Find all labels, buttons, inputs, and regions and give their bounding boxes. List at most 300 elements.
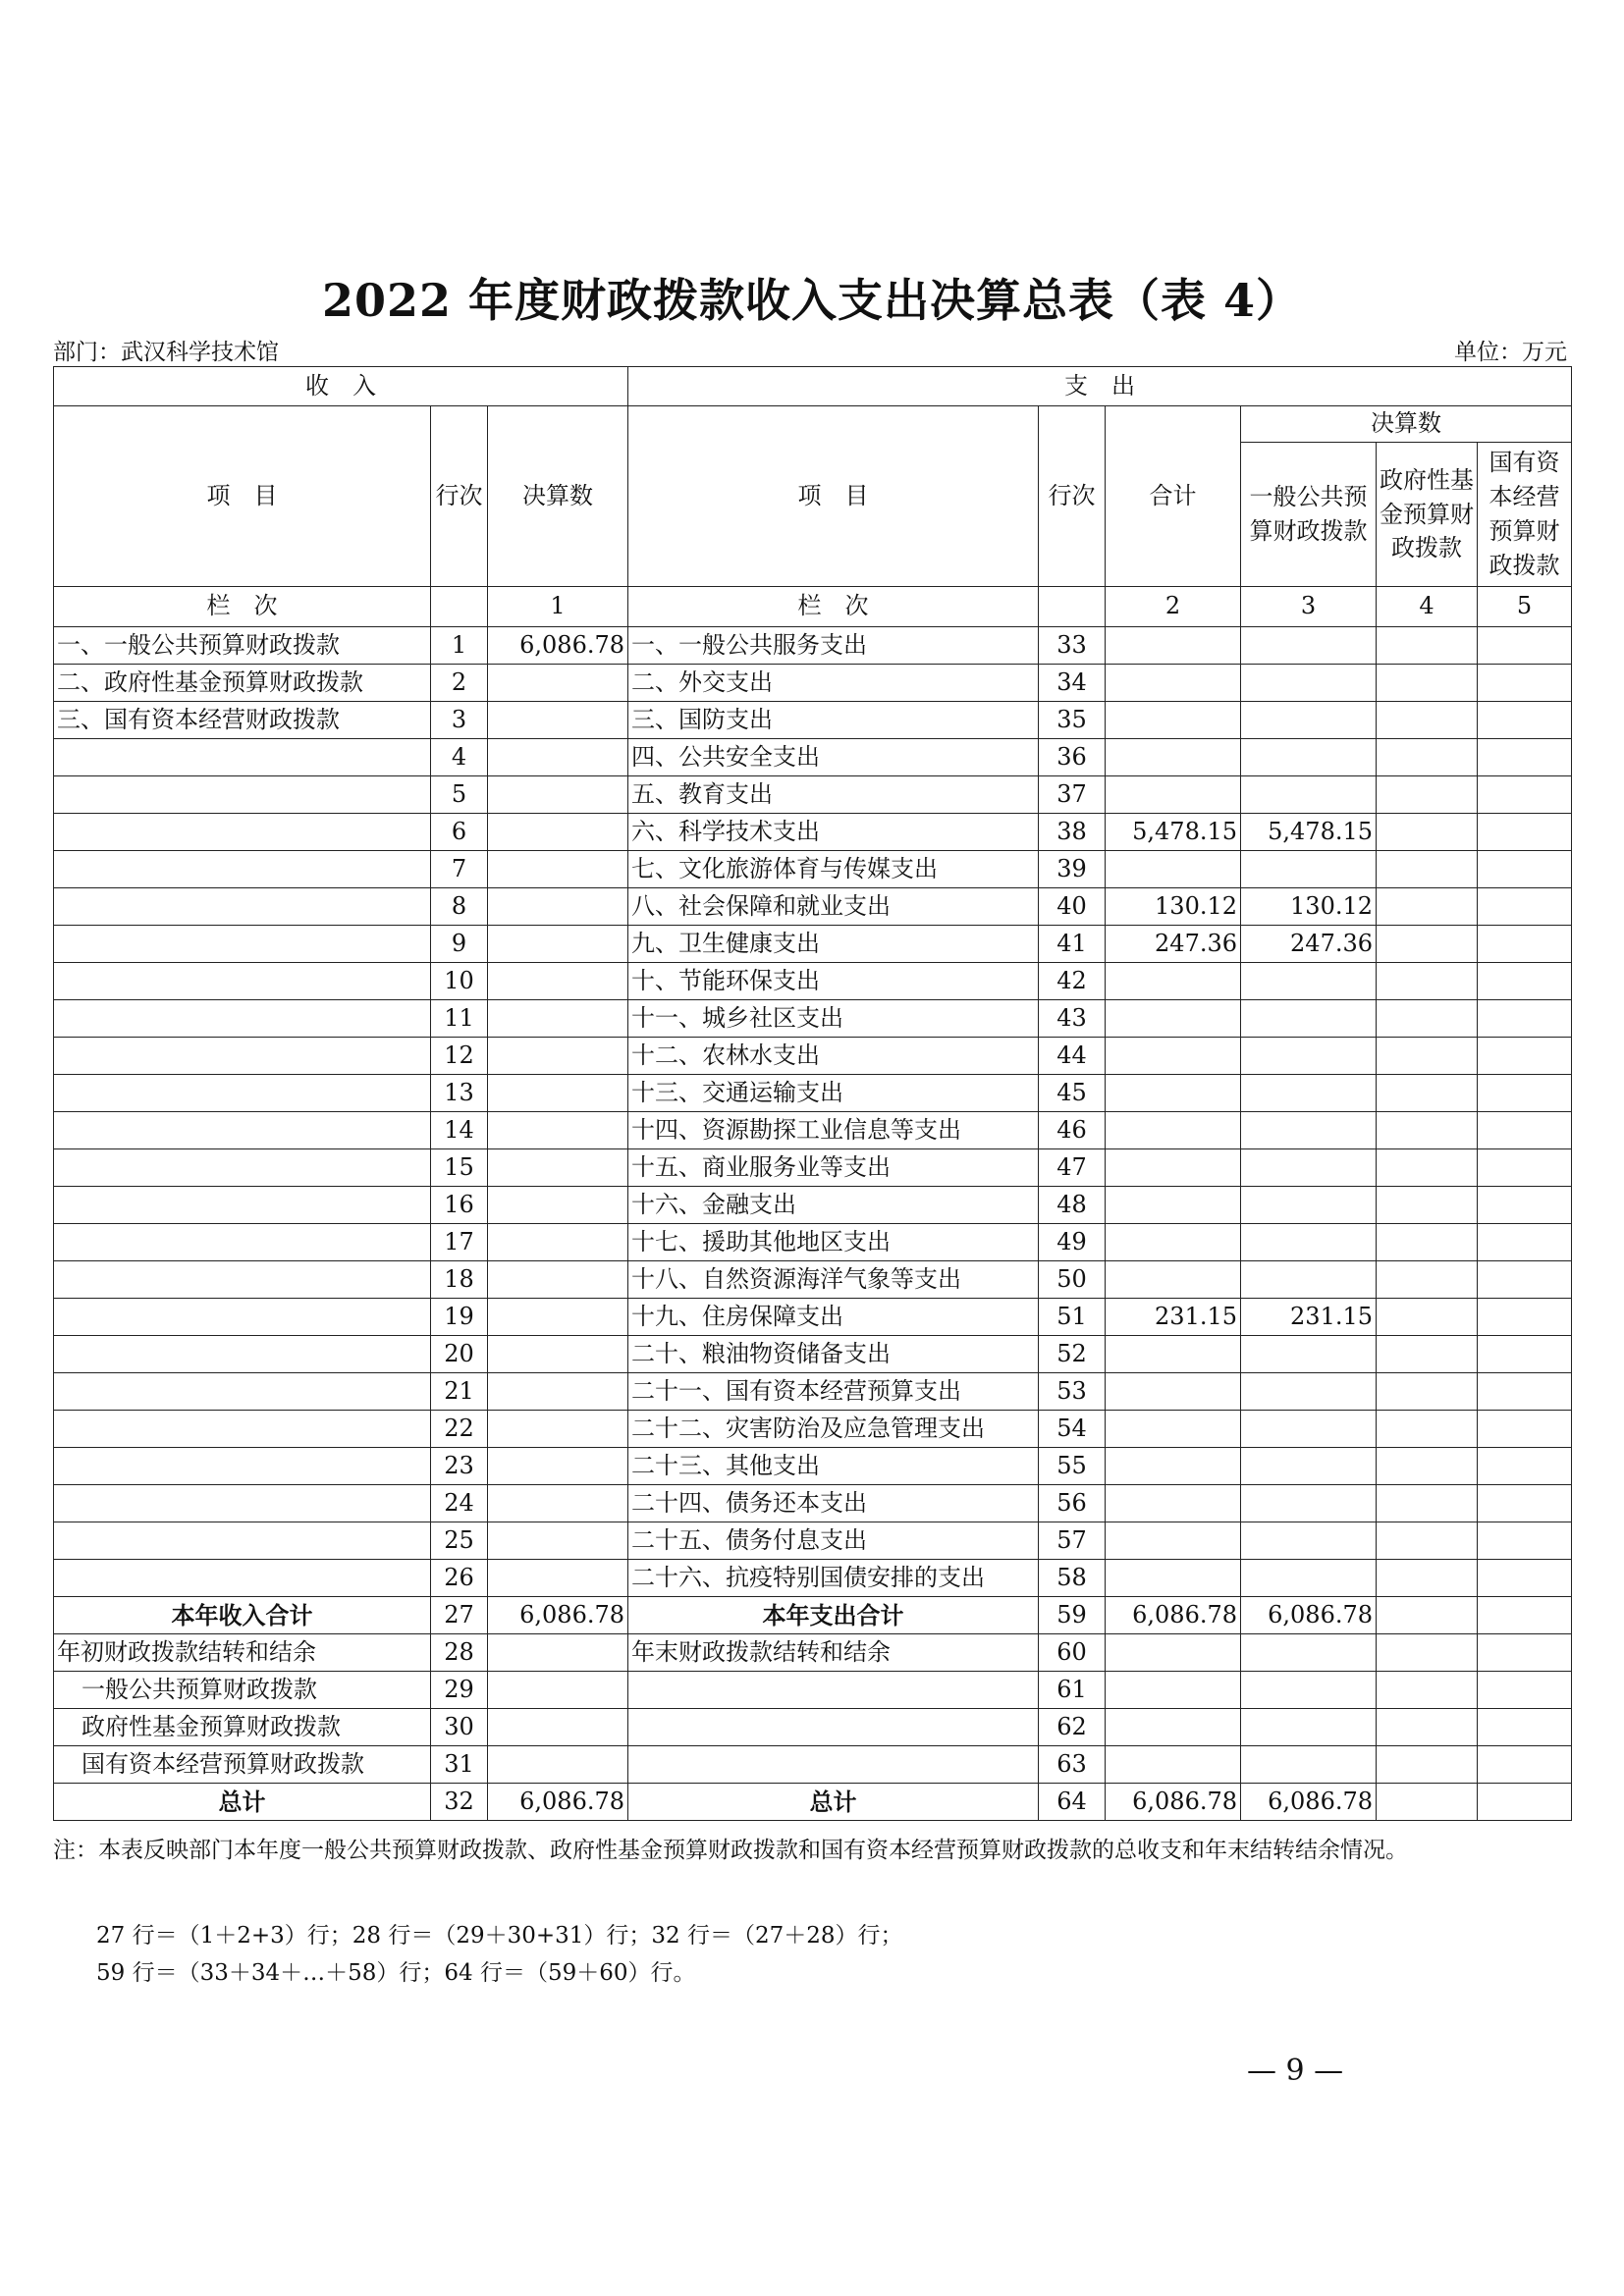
income-item xyxy=(54,814,431,851)
expense-item: 十一、城乡社区支出 xyxy=(628,1000,1039,1038)
col-2: 2 xyxy=(1106,587,1241,627)
table-row xyxy=(54,702,1572,739)
expense-item: 二十、粮油物资储备支出 xyxy=(628,1336,1039,1373)
grand-total-row xyxy=(54,1784,1572,1821)
amount xyxy=(1241,1000,1377,1038)
expense-item: 二十四、债务还本支出 xyxy=(628,1485,1039,1522)
amount xyxy=(1478,1373,1572,1411)
amount xyxy=(1478,814,1572,851)
income-item xyxy=(54,1149,431,1187)
table-row xyxy=(54,665,1572,702)
amount xyxy=(1241,1112,1377,1149)
amount xyxy=(1106,1075,1241,1112)
amount xyxy=(1377,1000,1478,1038)
amount xyxy=(1106,1038,1241,1075)
amount xyxy=(1478,1112,1572,1149)
income-item xyxy=(54,1224,431,1261)
line-no: 63 xyxy=(1039,1746,1106,1784)
empty-cell xyxy=(1377,1784,1478,1821)
income-item xyxy=(54,1075,431,1112)
amount xyxy=(1377,1038,1478,1075)
expense-item: 九、卫生健康支出 xyxy=(628,926,1039,963)
line-no: 50 xyxy=(1039,1261,1106,1299)
amount xyxy=(488,1224,628,1261)
amount xyxy=(488,1336,628,1373)
income-item xyxy=(54,1299,431,1336)
empty-cell xyxy=(1478,1784,1572,1821)
amount xyxy=(1478,1224,1572,1261)
amount xyxy=(1241,1149,1377,1187)
line-no: 5 xyxy=(431,776,488,814)
income-item xyxy=(54,963,431,1000)
amount xyxy=(1241,1373,1377,1411)
expense-total-header: 合计 xyxy=(1106,406,1241,587)
amount xyxy=(488,1411,628,1448)
line-no: 14 xyxy=(431,1112,488,1149)
table-row xyxy=(54,1000,1572,1038)
line-no: 40 xyxy=(1039,888,1106,926)
line-no: 30 xyxy=(431,1709,488,1746)
income-item xyxy=(54,1522,431,1560)
line-no: 8 xyxy=(431,888,488,926)
amount xyxy=(1241,1522,1377,1560)
header-row-1 xyxy=(54,367,1572,406)
amount xyxy=(488,1112,628,1149)
expense-item: 八、社会保障和就业支出 xyxy=(628,888,1039,926)
amount xyxy=(1241,851,1377,888)
amount xyxy=(1377,888,1478,926)
line-no: 9 xyxy=(431,926,488,963)
expense-item: 十七、援助其他地区支出 xyxy=(628,1224,1039,1261)
department-label: 部门：武汉科学技术馆 xyxy=(53,340,279,365)
table-row xyxy=(54,814,1572,851)
amount xyxy=(1377,1299,1478,1336)
expense-item: 五、教育支出 xyxy=(628,776,1039,814)
table-row xyxy=(54,1560,1572,1597)
amount xyxy=(488,1149,628,1187)
income-item xyxy=(54,888,431,926)
line-no: 18 xyxy=(431,1261,488,1299)
empty-cell xyxy=(431,587,488,627)
expense-item: 二十二、灾害防治及应急管理支出 xyxy=(628,1411,1039,1448)
empty-cell xyxy=(628,1746,1039,1784)
line-no: 13 xyxy=(431,1075,488,1112)
line-no: 60 xyxy=(1039,1634,1106,1672)
amount xyxy=(1106,1411,1241,1448)
formula-note: 27 行＝（1＋2+3）行；28 行＝（29＋30+31）行；32 行＝（27＋28）行； xyxy=(96,1923,903,1949)
line-no: 10 xyxy=(431,963,488,1000)
amount xyxy=(1478,851,1572,888)
line-no: 29 xyxy=(431,1672,488,1709)
col-3: 3 xyxy=(1241,587,1377,627)
income-item xyxy=(54,776,431,814)
amount xyxy=(1377,702,1478,739)
table-row xyxy=(54,926,1572,963)
line-no: 7 xyxy=(431,851,488,888)
amount xyxy=(1106,739,1241,776)
line-no: 39 xyxy=(1039,851,1106,888)
expense-item: 十六、金融支出 xyxy=(628,1187,1039,1224)
amount xyxy=(1377,926,1478,963)
line-no: 35 xyxy=(1039,702,1106,739)
amount xyxy=(1241,1261,1377,1299)
line-no: 33 xyxy=(1039,627,1106,665)
table-row xyxy=(54,963,1572,1000)
line-no: 27 xyxy=(431,1597,488,1634)
amount xyxy=(1377,627,1478,665)
table-row xyxy=(54,1112,1572,1149)
amount xyxy=(1478,1261,1572,1299)
amount xyxy=(1106,1261,1241,1299)
income-item: 三、国有资本经营财政拨款 xyxy=(54,702,431,739)
amount xyxy=(1377,1112,1478,1149)
amount xyxy=(1478,1485,1572,1522)
line-no: 57 xyxy=(1039,1522,1106,1560)
amount: 247.36 xyxy=(1106,926,1241,963)
amount xyxy=(488,739,628,776)
line-no: 24 xyxy=(431,1485,488,1522)
amount xyxy=(488,963,628,1000)
line-no: 46 xyxy=(1039,1112,1106,1149)
line-no: 55 xyxy=(1039,1448,1106,1485)
amount xyxy=(1241,1075,1377,1112)
empty-cell xyxy=(1241,1672,1377,1709)
amount xyxy=(1478,739,1572,776)
line-no: 26 xyxy=(431,1560,488,1597)
amount xyxy=(1241,776,1377,814)
amount xyxy=(1377,1522,1478,1560)
empty-cell xyxy=(488,1709,628,1746)
amount xyxy=(1241,1336,1377,1373)
expense-item: 二十三、其他支出 xyxy=(628,1448,1039,1485)
table-row xyxy=(54,776,1572,814)
amount xyxy=(488,1485,628,1522)
income-item xyxy=(54,1038,431,1075)
amount xyxy=(1478,888,1572,926)
amount xyxy=(1478,1299,1572,1336)
amount: 130.12 xyxy=(1106,888,1241,926)
line-no: 11 xyxy=(431,1000,488,1038)
amount xyxy=(1377,851,1478,888)
amount xyxy=(1478,665,1572,702)
amount xyxy=(1478,1075,1572,1112)
line-no: 47 xyxy=(1039,1149,1106,1187)
empty-cell xyxy=(1478,1634,1572,1672)
line-no: 49 xyxy=(1039,1224,1106,1261)
amount xyxy=(1106,1187,1241,1224)
amount xyxy=(488,702,628,739)
amount xyxy=(1241,665,1377,702)
line-no: 48 xyxy=(1039,1187,1106,1224)
expense-item: 十九、住房保障支出 xyxy=(628,1299,1039,1336)
amount xyxy=(1478,1522,1572,1560)
amount xyxy=(1478,1560,1572,1597)
line-no: 12 xyxy=(431,1038,488,1075)
table-row xyxy=(54,851,1572,888)
expense-header: 支 出 xyxy=(628,367,1572,406)
income-item xyxy=(54,1411,431,1448)
amount xyxy=(1377,814,1478,851)
line-no: 36 xyxy=(1039,739,1106,776)
column-label: 栏 次 xyxy=(628,587,1039,627)
amount xyxy=(1106,1373,1241,1411)
amount xyxy=(1478,1000,1572,1038)
amount xyxy=(1478,1411,1572,1448)
empty-cell xyxy=(1377,1634,1478,1672)
amount xyxy=(488,1261,628,1299)
expense-item: 一、一般公共服务支出 xyxy=(628,627,1039,665)
expense-item: 十四、资源勘探工业信息等支出 xyxy=(628,1112,1039,1149)
grand-total-label: 总计 xyxy=(54,1784,431,1821)
income-item xyxy=(54,1336,431,1373)
table-row xyxy=(54,1149,1572,1187)
column-number-row xyxy=(54,587,1572,627)
amount xyxy=(1478,1448,1572,1485)
line-no: 59 xyxy=(1039,1597,1106,1634)
carryover-sub-row xyxy=(54,1709,1572,1746)
state-capital-header: 国有资本经营预算财政拨款 xyxy=(1478,443,1572,587)
amount xyxy=(1106,1560,1241,1597)
expense-item: 十八、自然资源海洋气象等支出 xyxy=(628,1261,1039,1299)
line-no: 52 xyxy=(1039,1336,1106,1373)
income-item xyxy=(54,851,431,888)
amount xyxy=(1241,1224,1377,1261)
table-row xyxy=(54,1224,1572,1261)
line-no: 23 xyxy=(431,1448,488,1485)
amount xyxy=(1106,1522,1241,1560)
amount xyxy=(1241,1560,1377,1597)
amount xyxy=(1377,1187,1478,1224)
sub-label: 国有资本经营预算财政拨款 xyxy=(54,1746,431,1784)
note-text: 注：本表反映部门本年度一般公共预算财政拨款、政府性基金预算财政拨款和国有资本经营预算财政拨款的总收支和年末结转结余情况。 xyxy=(53,1838,1408,1863)
col-5: 5 xyxy=(1478,587,1572,627)
amount xyxy=(488,926,628,963)
amount xyxy=(488,1560,628,1597)
empty-cell xyxy=(1377,1672,1478,1709)
column-label: 栏 次 xyxy=(54,587,431,627)
line-no: 56 xyxy=(1039,1485,1106,1522)
empty-cell xyxy=(1241,1709,1377,1746)
income-line-no-header: 行次 xyxy=(431,406,488,587)
line-no: 22 xyxy=(431,1411,488,1448)
empty-cell xyxy=(1478,1746,1572,1784)
income-item xyxy=(54,1560,431,1597)
income-item xyxy=(54,1112,431,1149)
table-row xyxy=(54,739,1572,776)
amount xyxy=(1106,665,1241,702)
empty-cell xyxy=(1377,1597,1478,1634)
amount xyxy=(1241,1038,1377,1075)
header-row-2 xyxy=(54,406,1572,443)
income-item xyxy=(54,1187,431,1224)
income-item xyxy=(54,1485,431,1522)
table-row xyxy=(54,1522,1572,1560)
line-no: 64 xyxy=(1039,1784,1106,1821)
amount xyxy=(488,1000,628,1038)
amount xyxy=(1241,1448,1377,1485)
table-row xyxy=(54,1187,1572,1224)
amount xyxy=(1377,1411,1478,1448)
col-4: 4 xyxy=(1377,587,1478,627)
amount xyxy=(488,851,628,888)
begin-carryover-label: 年初财政拨款结转和结余 xyxy=(54,1634,431,1672)
amount xyxy=(1106,1112,1241,1149)
amount xyxy=(1478,1336,1572,1373)
empty-cell xyxy=(1377,1746,1478,1784)
expense-item: 十三、交通运输支出 xyxy=(628,1075,1039,1112)
amount: 130.12 xyxy=(1241,888,1377,926)
empty-cell xyxy=(1377,1709,1478,1746)
year-expense-label: 本年支出合计 xyxy=(628,1597,1039,1634)
line-no: 28 xyxy=(431,1634,488,1672)
line-no: 62 xyxy=(1039,1709,1106,1746)
line-no: 42 xyxy=(1039,963,1106,1000)
line-no: 21 xyxy=(431,1373,488,1411)
expense-item-header: 项 目 xyxy=(628,406,1039,587)
amount xyxy=(488,1448,628,1485)
amount xyxy=(1241,1411,1377,1448)
amount xyxy=(1106,1485,1241,1522)
formula-note: 59 行＝（33＋34＋…＋58）行；64 行＝（59＋60）行。 xyxy=(96,1960,696,1986)
amount xyxy=(1106,776,1241,814)
expense-item: 十二、农林水支出 xyxy=(628,1038,1039,1075)
grand-total-label: 总计 xyxy=(628,1784,1039,1821)
line-no: 15 xyxy=(431,1149,488,1187)
amount xyxy=(488,1187,628,1224)
amount xyxy=(1377,1373,1478,1411)
line-no: 3 xyxy=(431,702,488,739)
amount xyxy=(1377,1149,1478,1187)
income-item xyxy=(54,739,431,776)
amount xyxy=(1377,665,1478,702)
table-row xyxy=(54,1038,1572,1075)
gov-fund-header: 政府性基金预算财政拨款 xyxy=(1377,443,1478,587)
table-row xyxy=(54,1075,1572,1112)
empty-cell xyxy=(1106,1746,1241,1784)
amount: 5,478.15 xyxy=(1241,814,1377,851)
amount xyxy=(488,1038,628,1075)
amount xyxy=(1241,739,1377,776)
carryover-sub-row xyxy=(54,1672,1572,1709)
unit-label: 单位：万元 xyxy=(1454,340,1567,365)
financial-table xyxy=(53,366,1572,1821)
line-no: 38 xyxy=(1039,814,1106,851)
amount: 231.15 xyxy=(1106,1299,1241,1336)
table-row xyxy=(54,1373,1572,1411)
line-no: 25 xyxy=(431,1522,488,1560)
expense-item: 十五、商业服务业等支出 xyxy=(628,1149,1039,1187)
expense-item: 二十五、债务付息支出 xyxy=(628,1522,1039,1560)
line-no: 17 xyxy=(431,1224,488,1261)
amount xyxy=(1377,963,1478,1000)
end-carryover-label: 年末财政拨款结转和结余 xyxy=(628,1634,1039,1672)
line-no: 44 xyxy=(1039,1038,1106,1075)
expense-item: 三、国防支出 xyxy=(628,702,1039,739)
empty-cell xyxy=(628,1672,1039,1709)
table-row xyxy=(54,888,1572,926)
amount xyxy=(1241,627,1377,665)
line-no: 61 xyxy=(1039,1672,1106,1709)
amount: 247.36 xyxy=(1241,926,1377,963)
sub-label: 政府性基金预算财政拨款 xyxy=(54,1709,431,1746)
amount: 6,086.78 xyxy=(1241,1597,1377,1634)
amount xyxy=(1478,702,1572,739)
line-no: 16 xyxy=(431,1187,488,1224)
amount xyxy=(1106,1448,1241,1485)
amount xyxy=(1377,776,1478,814)
expense-item: 十、节能环保支出 xyxy=(628,963,1039,1000)
amount xyxy=(1241,1187,1377,1224)
amount: 6,086.78 xyxy=(1106,1597,1241,1634)
amount xyxy=(1241,1485,1377,1522)
line-no: 34 xyxy=(1039,665,1106,702)
amount xyxy=(1106,851,1241,888)
income-amount-header: 决算数 xyxy=(488,406,628,587)
amount xyxy=(1106,702,1241,739)
amount xyxy=(1478,963,1572,1000)
amount xyxy=(1478,1038,1572,1075)
page-title: 2022 年度财政拨款收入支出决算总表（表 4） xyxy=(321,274,1303,327)
amount xyxy=(488,1299,628,1336)
year-income-label: 本年收入合计 xyxy=(54,1597,431,1634)
line-no: 6 xyxy=(431,814,488,851)
empty-cell xyxy=(488,1634,628,1672)
amount xyxy=(1106,1336,1241,1373)
col-1: 1 xyxy=(488,587,628,627)
empty-cell xyxy=(1241,1634,1377,1672)
amount xyxy=(1377,1336,1478,1373)
amount: 5,478.15 xyxy=(1106,814,1241,851)
amount xyxy=(1106,963,1241,1000)
amount xyxy=(488,1075,628,1112)
amount xyxy=(1377,1448,1478,1485)
line-no: 31 xyxy=(431,1746,488,1784)
income-item xyxy=(54,1448,431,1485)
line-no: 54 xyxy=(1039,1411,1106,1448)
line-no: 32 xyxy=(431,1784,488,1821)
final-amount-group-header: 决算数 xyxy=(1241,406,1572,443)
amount xyxy=(1241,963,1377,1000)
amount xyxy=(488,888,628,926)
empty-cell xyxy=(1039,587,1106,627)
income-item: 一、一般公共预算财政拨款 xyxy=(54,627,431,665)
income-item-header: 项 目 xyxy=(54,406,431,587)
amount xyxy=(488,665,628,702)
table-row xyxy=(54,1448,1572,1485)
amount xyxy=(1106,1149,1241,1187)
amount xyxy=(488,776,628,814)
amount xyxy=(1377,739,1478,776)
line-no: 20 xyxy=(431,1336,488,1373)
empty-cell xyxy=(1106,1672,1241,1709)
amount xyxy=(488,1373,628,1411)
line-no: 43 xyxy=(1039,1000,1106,1038)
empty-cell xyxy=(1478,1597,1572,1634)
line-no: 4 xyxy=(431,739,488,776)
carryover-row xyxy=(54,1634,1572,1672)
table-row xyxy=(54,1261,1572,1299)
amount: 6,086.78 xyxy=(488,627,628,665)
line-no: 45 xyxy=(1039,1075,1106,1112)
empty-cell xyxy=(1478,1709,1572,1746)
amount xyxy=(1106,1000,1241,1038)
amount xyxy=(1377,1075,1478,1112)
income-item: 二、政府性基金预算财政拨款 xyxy=(54,665,431,702)
line-no: 1 xyxy=(431,627,488,665)
income-item xyxy=(54,926,431,963)
amount xyxy=(1106,1224,1241,1261)
amount xyxy=(1478,1149,1572,1187)
